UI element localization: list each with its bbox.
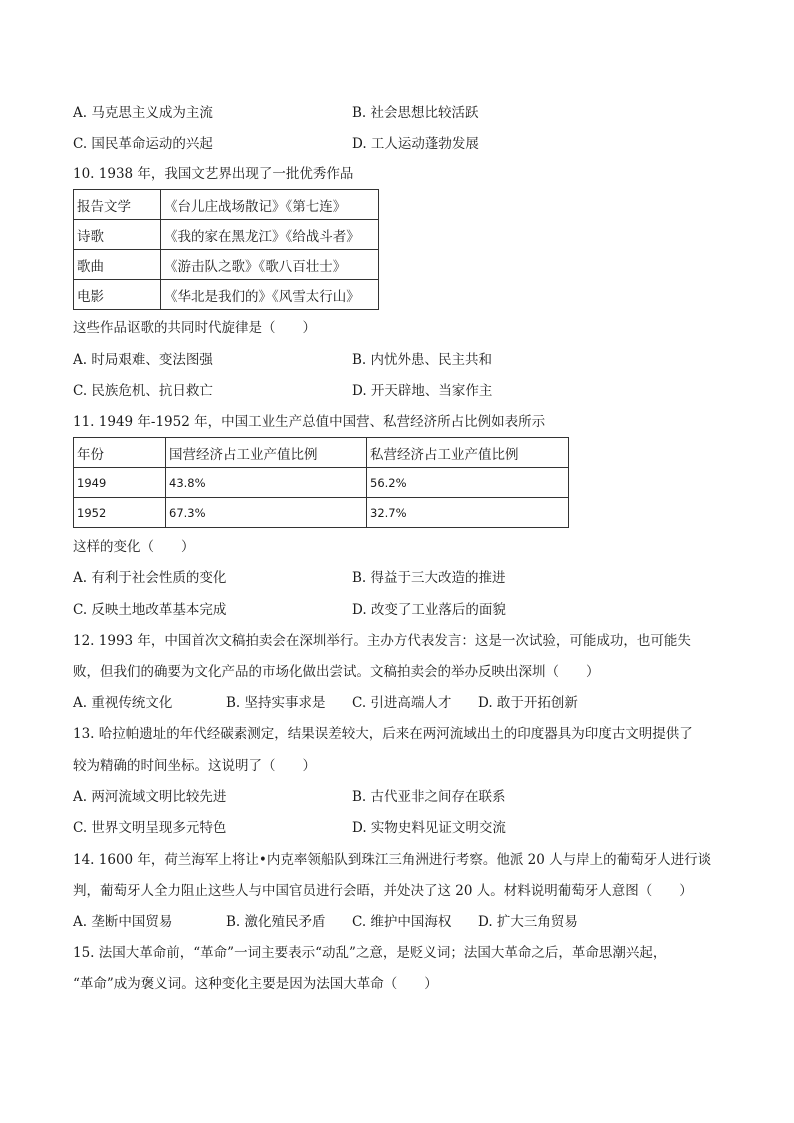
q9-option-b[interactable]: B. 社会思想比较活跃 <box>352 105 479 121</box>
q15-stem-line1: 15. 法国大革命前，“革命”一词主要表示“动乱”之意，是贬义词；法国大革命之后，革命思潮兴起， <box>73 945 667 961</box>
q10-works-cell: 《台儿庄战场散记》《第七连》 <box>161 190 379 220</box>
q9-option-a[interactable]: A. 马克思主义成为主流 <box>73 105 213 121</box>
table-row <box>74 498 569 528</box>
q10-option-d[interactable]: D. 开天辟地、当家作主 <box>352 383 493 399</box>
q12-option-c[interactable]: C. 引进高端人才 <box>352 695 452 711</box>
q10-genre-cell: 电影 <box>74 280 161 310</box>
q10-option-b[interactable]: B. 内忧外患、民主共和 <box>352 352 493 368</box>
q10-option-a[interactable]: A. 时局艰难、变法图强 <box>73 352 213 368</box>
table-row <box>74 280 379 310</box>
q11-header-year: 年份 <box>74 438 166 468</box>
table-row <box>74 220 379 250</box>
q14-option-b[interactable]: B. 激化殖民矛盾 <box>226 914 326 930</box>
table-row <box>74 438 569 468</box>
q9-option-d[interactable]: D. 工人运动蓬勃发展 <box>352 136 479 152</box>
q14-option-d[interactable]: D. 扩大三角贸易 <box>478 914 578 930</box>
q10-works-cell: 《游击队之歌》《歌八百壮士》 <box>161 250 379 280</box>
q11-header-state: 国营经济占工业产值比例 <box>166 438 367 468</box>
q9-option-c[interactable]: C. 国民革命运动的兴起 <box>73 136 213 152</box>
q11-year-cell: 1949 <box>74 468 166 498</box>
q13-option-c[interactable]: C. 世界文明呈现多元特色 <box>73 820 227 836</box>
q13-option-a[interactable]: A. 两河流域文明比较先进 <box>73 789 227 805</box>
q12-option-d[interactable]: D. 敢于开拓创新 <box>478 695 578 711</box>
q12-option-a[interactable]: A. 重视传统文化 <box>73 695 173 711</box>
q11-option-b[interactable]: B. 得益于三大改造的推进 <box>352 570 506 586</box>
q12-option-b[interactable]: B. 坚持实事求是 <box>226 695 326 711</box>
q13-stem-line1: 13. 哈拉帕遗址的年代经碳素测定，结果误差较大，后来在两河流域出土的印度器具为印度古文明提供了 <box>73 726 693 742</box>
q11-option-c[interactable]: C. 反映土地改革基本完成 <box>73 602 227 618</box>
q10-works-cell: 《华北是我们的》《风雪太行山》 <box>161 280 379 310</box>
q14-option-c[interactable]: C. 维护中国海权 <box>352 914 452 930</box>
q14-option-a[interactable]: A. 垄断中国贸易 <box>73 914 173 930</box>
table-row <box>74 190 379 220</box>
q10-genre-cell: 诗歌 <box>74 220 161 250</box>
q14-stem-line2: 判，葡萄牙人全力阻止这些人与中国官员进行会晤，并处决了这 20 人。材料说明葡萄牙人意图（ ） <box>73 883 693 899</box>
q10-genre-cell: 歌曲 <box>74 250 161 280</box>
q10-stem: 10. 1938 年，我国文艺界出现了一批优秀作品 <box>73 166 354 182</box>
q11-stem: 11. 1949 年-1952 年，中国工业生产总值中国营、私营经济所占比例如表所示 <box>73 414 546 430</box>
q11-state-cell: 67.3% <box>166 498 367 528</box>
q10-option-c[interactable]: C. 民族危机、抗日救亡 <box>73 383 213 399</box>
q13-option-d[interactable]: D. 实物史料见证文明交流 <box>352 820 506 836</box>
q11-private-cell: 56.2% <box>367 468 569 498</box>
q12-stem-line2: 败，但我们的确要为文化产品的市场化做出尝试。文稿拍卖会的举办反映出深圳（ ） <box>73 664 600 680</box>
q10-question: 这些作品讴歌的共同时代旋律是（ ） <box>73 320 316 336</box>
q11-question: 这样的变化（ ） <box>73 539 195 555</box>
table-row <box>74 250 379 280</box>
q13-option-b[interactable]: B. 古代亚非之间存在联系 <box>352 789 506 805</box>
q11-state-cell: 43.8% <box>166 468 367 498</box>
q14-stem-line1: 14. 1600 年，荷兰海军上将让•内克率领船队到珠江三角洲进行考察。他派 20 人与岸上的葡萄牙人进行谈 <box>73 852 712 868</box>
q10-works-table <box>73 189 379 310</box>
q11-option-d[interactable]: D. 改变了工业落后的面貌 <box>352 602 506 618</box>
q11-private-cell: 32.7% <box>367 498 569 528</box>
q11-header-private: 私营经济占工业产值比例 <box>367 438 569 468</box>
q11-year-cell: 1952 <box>74 498 166 528</box>
q15-stem-line2: “革命”成为褒义词。这种变化主要是因为法国大革命（ ） <box>73 976 438 992</box>
q11-output-table <box>73 437 569 528</box>
table-row <box>74 468 569 498</box>
q10-works-cell: 《我的家在黑龙江》《给战斗者》 <box>161 220 379 250</box>
q12-stem-line1: 12. 1993 年，中国首次文稿拍卖会在深圳举行。主办方代表发言：这是一次试验，可能成功，也可能失 <box>73 633 691 649</box>
q11-option-a[interactable]: A. 有利于社会性质的变化 <box>73 570 227 586</box>
q10-genre-cell: 报告文学 <box>74 190 161 220</box>
q13-stem-line2: 较为精确的时间坐标。这说明了（ ） <box>73 758 316 774</box>
